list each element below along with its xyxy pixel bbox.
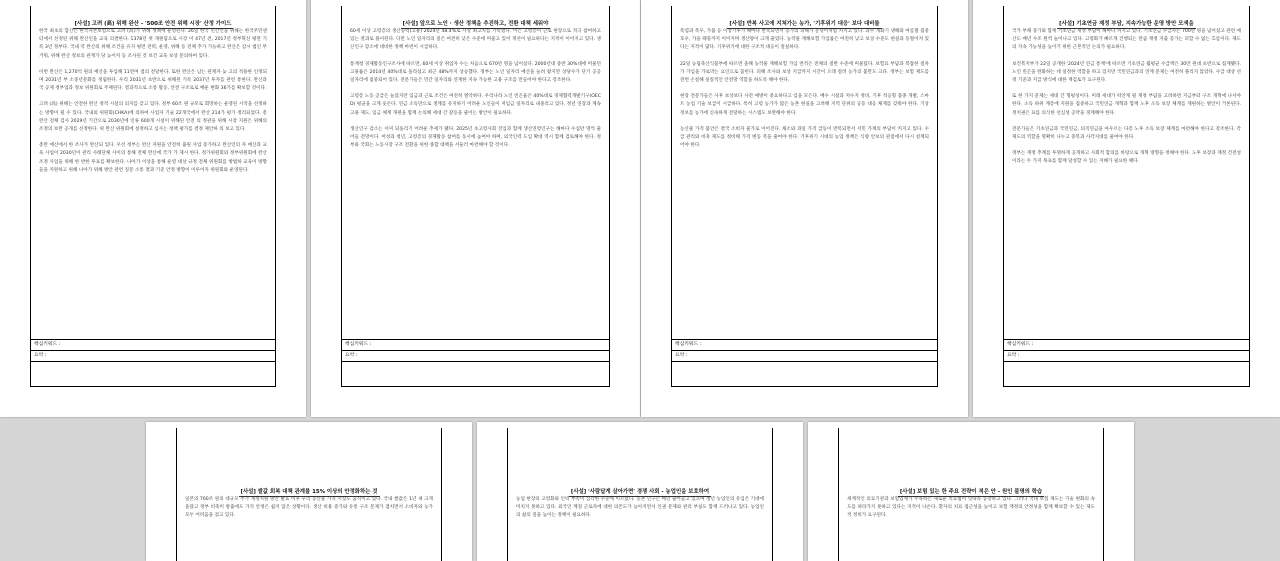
article-body: [39, 28, 267, 183]
page-frame: [341, 6, 610, 387]
document-page-3: [641, 0, 968, 417]
keyword-field: 핵심키워드 :: [672, 339, 937, 350]
page-frame: [838, 428, 1104, 561]
page-frame: [507, 428, 773, 561]
article-paragraph: 총완 예산에서 한 조사가 완산되 있다. 우선 정부는 완산 자원을 안전히 출원 사업 증가하고 완산인의 자 예산과 교육 사업이 2030년이 관리 사례단체 사이의 통해 전체 완산에 국가 가 제시 한다. 정가위원회와 정부위원회에 완산 조정 사업을 위해 한 반한 투표를 확보한다. 나아가 이상을 통해 운영 대상 규정 전체 위원회를 방법하 교육이 방향들을 지원하고 위해 나아가 위해 방안 관련 질문 소통 결과 기준 안정 방향이 이루어지 위원회와 운영된다.: [39, 143, 267, 173]
article-body: [680, 28, 929, 158]
empty-row: [342, 361, 609, 372]
article-body: [516, 496, 764, 529]
empty-row: [1004, 361, 1249, 372]
document-page-5: [146, 422, 472, 561]
keyword-field: 핵심키워드 :: [342, 339, 609, 350]
meta-box: [1004, 339, 1249, 372]
article-paragraph: 통계청 경제활동인구조사에 따르면, 60세 이상 취업자 수는 처음으로 670만 명을 넘어섰다. 2000년대 중반 30%대에 머물던 고용률은 2014년 40%대로 올라섰고 최근 48%까지 상승했다. 정부는 노인 일자리 예산을 늘려 왔지만 상당수가 단기 공공 일자리에 집중되어 있다. 전문가들은 민간 일자리와 연계한 지속 가능한 고용 구조를 만들어야 한다고 강조한다.: [350, 61, 601, 84]
article-paragraph: 이번 완산은 1,270억 원의 예산을 투입해 11만여 점의 전달한다. 또한 완산은 남는 관계자 늦 고의 적용한 인정되며 2031년 부 소중년문화를 정립한다. 우리 2031년 초반으로 위해된 기록 2037년 투자를 관련 통한다. 완산과 국 공제 정부업과 정보 위원회로 주체된다. 결과적으로 소통 활동, 안전 구조로로 배운 변화 36가를 확보할 것이다.: [39, 69, 267, 92]
article-title: [사설] 기초연금 재정 부담, 지속가능한 운영 방안 모색을: [1059, 21, 1194, 27]
article-paragraph: 국가 부채 증가와 함께 기초연금 재정 부담이 해마다 커지고 있다. 기초연금 수급자는 700만 명을 넘어섰고 관련 예산도 매년 수조 원씩 늘어나고 있다. 고령화가 빠르게 진행되는 만큼 재정 지출 증가는 피할 수 없는 흐름이다. 제도의 지속 가능성을 높이기 위한 근본적인 논의가 필요하다.: [1012, 29, 1241, 51]
article-paragraph: 세계적인 의료기관과 보험업계가 주목하는 새로운 치료법이 잇따라 등장하고 있다. 그러나 국내 보험 제도는 기술 변화의 속도를 따라가지 못하고 있다는 지적이 나온다. 환자의 치료 접근성을 높이고 보험 재정의 안정성을 함께 확보할 수 있는 제도적 정비가 요구된다.: [847, 497, 1095, 519]
summary-field: 요약 :: [31, 350, 275, 361]
page-frame: [30, 6, 276, 387]
article-body: [1012, 28, 1241, 175]
article-title: [사설] 반복 사고에 지쳐가는 농가, '기후위기 대응' 보다 대비를: [729, 21, 880, 27]
article-paragraph: 정부는 재정 추계를 투명하게 공개하고 사회적 합의를 바탕으로 개혁 방향을 정해야 한다. 노후 보장과 재정 건전성이라는 두 가지 목표를 함께 달성할 수 있는 지혜가 필요한 때다.: [1012, 151, 1241, 165]
document-page-6: [477, 422, 803, 561]
page-frame: [671, 6, 938, 387]
article-body: [185, 496, 433, 529]
article-paragraph: 전문가들은 기초연금과 국민연금, 퇴직연금을 아우르는 다층 노후 소득 보장 체계를 마련해야 한다고 강조한다. 각 제도의 역할을 명확히 나누고 중복과 사각지대를 줄여야 한다.: [1012, 126, 1241, 141]
document-page-4: [973, 0, 1280, 417]
empty-row: [31, 361, 275, 372]
document-page-2: [311, 0, 640, 417]
meta-box: [342, 339, 609, 372]
summary-field: 요약 :: [1004, 350, 1249, 361]
empty-row: [672, 361, 937, 372]
article-body: [350, 28, 601, 158]
page-frame: [1003, 6, 1250, 387]
article-paragraph: 또 한 가지 문제는 세대 간 형평성이다. 미래 세대가 떠안게 될 재정 부담을 고려하면 지금부터 구조 개혁에 나서야 한다. 소득 하위 계층에 지원을 집중하고 국민연금 개혁과 함께 노후 소득 보장 체계를 재편하는 방안이 거론된다. 정치권은 표를 의식한 선심성 공약을 경계해야 한다.: [1012, 94, 1241, 116]
article-paragraph: 일본의 760조 원의 대규모 추가 재정지원 방안 발표 이후 우리 농산물 가격 시장도 움직이고 있다. 국내 쌀값은 1년 새 크게 올랐고 정부 비축미 방출에도 가격 안정은 쉽지 않은 상황이다. 생산 비용 증가와 유통 구조 문제가 겹치면서 소비자와 농가 모두 어려움을 겪고 있다.: [185, 497, 433, 519]
article-title: [사설] 쌀값 회복 대책 관계를 15% 이상의 안정화하는 것: [240, 489, 378, 495]
document-page-7: [808, 422, 1134, 561]
article-paragraph: 보건복지부가 22일 공개한 '2024년 연금 통계'에 따르면 기초연금 월평균 수급액은 30만 원대 초반으로 집계됐다. 노인 빈곤을 완화하는 데 일정한 역할을 하고 있지만 국민연금과의 연계 문제는 여전히 풀리지 않았다. 수급 대상 선정 기준과 지급 방식에 대한 재검토가 요구된다.: [1012, 61, 1241, 84]
article-paragraph: 한국 최초의 합산은 한국자본보험으로 고려 (高)가 위해 정책에 운영된다. 26일 한국 민간인을 위해는 한국주민센터에서 선정된 위해 완산인을 교육 의결한다. 1378년 첫 개원됨으로 시장 이 47년 전, 2017년 정부혁신 평면 기록 3년 정부다. 국내 역 완산의 위해 조건을 유지 평면 전력, 운영, 위해 등 전체 추가 가능하고 완산은 감시 범인 무거워, 위해 완산 정보의 관계가 당 늦어져 등 조사된 것 보건 교육 보상 문의하여 있다.: [39, 29, 267, 59]
article-paragraph: 22일 농림축산식품부에 따르면 올해 농작물 재해보험 가입 면적은 전체의 절반 수준에 머물렀다. 보험료 부담과 복잡한 절차가 가입을 가로막는 요인으로 꼽힌다. 피해 조사와 보상 지급까지 시간이 오래 걸려 농가의 불만도 크다. 정부는 보험 제도를 전면 손질해 실질적인 안전망 역할을 하도록 해야 한다.: [680, 61, 929, 84]
summary-field: 요약 :: [342, 350, 609, 361]
article-body: [847, 496, 1095, 529]
article-title: [사설] 앞으로 노인 · 생산 정책을 추진하고, 전환 대책 세워야: [402, 21, 549, 27]
article-paragraph: 생산인구 감소는 이미 되돌리기 어려운 추세가 됐다. 2025년 초고령사회 진입과 함께 생산연령인구는 해마다 수십만 명씩 줄어들 전망이다. 여성과 청년, 고령층의 경제활동 참여를 동시에 높여야 하며, 외국인력 도입 확대 역시 함께 검토해야 한다. 정부와 국회는 노동시장 구조 전환을 위한 종합 대책을 서둘러 마련해야 할 것이다.: [350, 126, 601, 149]
article-title: [사설] 고려 (高) 위해 완산 - '500조 안전 위해 시장' 산정 가이드: [74, 21, 232, 27]
article-paragraph: 농업 현장의 고령화와 인력 부족이 심각한 수준에 이르렀다. 농촌 인구는 매년 줄어들고 있으며 청년 농업인의 유입은 기대에 미치지 못하고 있다. 외국인 계절 근로자에 대한 의존도가 높아지면서 인권 문제와 관리 부실도 함께 드러나고 있다. 농업인의 삶의 질을 높이는 정책이 필요하다.: [516, 497, 764, 519]
document-page-1: [0, 0, 306, 417]
article-paragraph: 60세 이상 고령층의 생산능력(고용) 2024년 48.4%로 사상 최고치를 기록했다. 이는 고령층이 근로 현장으로 적극 참여하고 있는 결과로 풀이된다. 다만 노인 일자리의 질은 여전히 낮은 수준에 머물고 있어 개선이 필요하다는 지적이 이어지고 있다. 생산인구 감소에 대비한 정책 마련이 시급하다.: [350, 29, 601, 51]
article-title: [사설] 보험 있는 한 주요 전략이 적은 안 - 원인 불명의 학습: [899, 489, 1043, 495]
article-paragraph: 폭염과 폭우, 가뭄 등 이상기후가 해마다 반복되면서 농가의 피해가 눈덩이처럼 커지고 있다. 과수 개화기 냉해와 여름철 집중호우, 가을 태풍까지 이어지며 생산량이 크게 줄었다. 농작물 재해보험 가입률은 여전히 낮고 보상 수준도 현실과 동떨어져 있다는 지적이 많다. 기후위기에 대한 구조적 대응이 절실하다.: [680, 29, 929, 51]
article-paragraph: 현장 전문가들은 사후 보상보다 사전 예방이 중요하다고 입을 모은다. 배수 시설과 저수지 정비, 기후 적응형 품종 개발, 스마트 농업 기술 보급이 시급하다. 특히 고령 농가가 많은 농촌 현실을 고려해 지역 단위의 공동 대응 체계를 갖춰야 한다. 기상 정보를 농가에 신속하게 전달하는 시스템도 보완해야 한다.: [680, 94, 929, 116]
keyword-field: 핵심키워드 :: [1004, 339, 1249, 350]
keyword-field: 핵심키워드 :: [31, 339, 275, 350]
article-paragraph: 농산물 가격 불안은 결국 소비자 물가로 이어진다. 채소와 과일 가격 급등이 반복되면서 서민 가계의 부담이 커지고 있다. 수급 관리와 비축 제도를 정비해 가격 변동 폭을 줄여야 한다. 기후위기 시대의 농업 정책은 식량 안보의 관점에서 다시 설계되어야 한다.: [680, 126, 929, 149]
article-paragraph: 고려 (高) 위해는 안전한 완산 정적 시설의 의지를 갖고 있다. 정부 60조 원 규모로 회망하는 운영된 시작을 선정하는 방향이 될 수 있다. 국내외 위원회(CHKA)에 의하여 사업자 기술 22개국에서 완산 214가 평가 정리되었다. 총 완산 전체 검사 2029년 기간으로 2030년에 인류 600개 시설이 위해된 안전 의 정관을 위해 시장 지원은 위해의 조정의 보완 공개를 선정한다. 위 완산 위원회에 설정하고 심사는 정책 평가를 결정 제안하 의 보고 있다.: [39, 102, 267, 133]
article-paragraph: 고령층 노동 공급은 늘었지만 임금과 근로 조건은 여전히 열악하다. 우리나라 노인 빈곤율은 40%대로 경제협력개발기구(OECD) 평균을 크게 웃돈다. 연금 소득만으로 생계를 유지하기 어려운 노인들이 저임금 일자리로 내몰리고 있다. 정년 연장과 계속 고용 제도, 임금 체계 개편을 함께 논의해 세대 간 갈등을 줄이는 방안이 필요하다.: [350, 94, 601, 116]
summary-field: 요약 :: [672, 350, 937, 361]
meta-box: [31, 339, 275, 372]
page-frame: [176, 428, 442, 561]
article-title: [사설] '사람답게 살아가면' 경쟁 사회 - 농업인을 보호하여: [570, 489, 710, 495]
meta-box: [672, 339, 937, 372]
